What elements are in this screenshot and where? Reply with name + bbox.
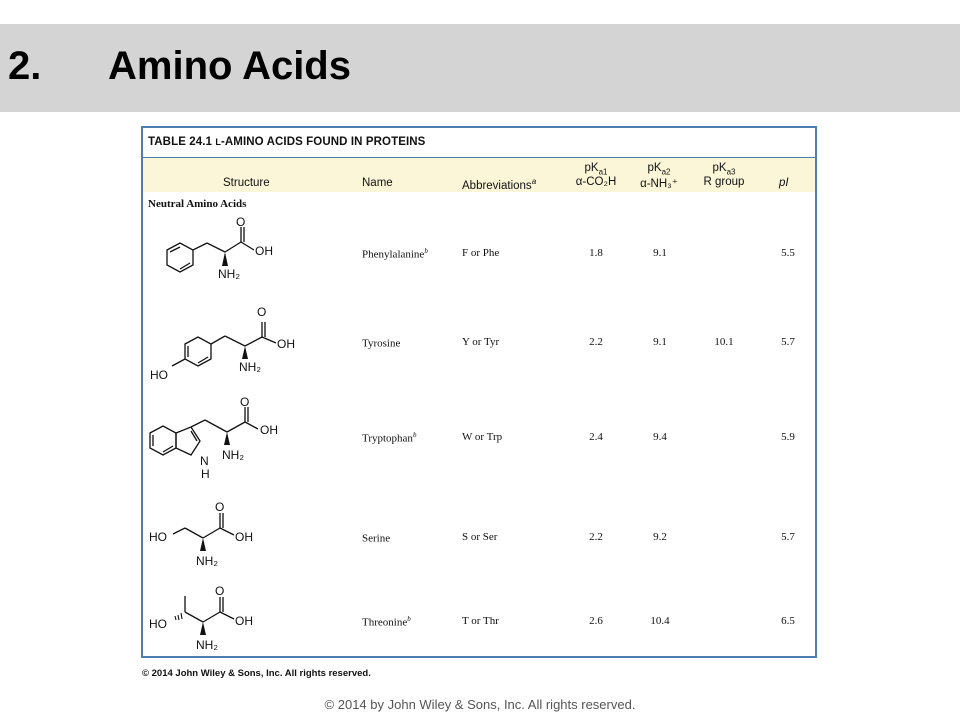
pka1-serine: 2.2 <box>589 531 603 543</box>
label-nh2: NH₂ <box>196 638 218 652</box>
label-h: H <box>201 467 210 481</box>
header-pka1-bottom: α-CO₂H <box>575 176 617 189</box>
header-pi: pI <box>779 177 789 189</box>
label-o: O <box>257 305 267 319</box>
pka2-phenylalanine: 9.1 <box>653 247 667 259</box>
table-copyright: © 2014 John Wiley & Sons, Inc. All rights reserved. <box>142 668 371 679</box>
header-pka1-top: pK <box>584 162 599 174</box>
header-abbreviations-note: a <box>531 177 537 186</box>
header-pka3 <box>699 162 749 188</box>
header-structure: Structure <box>223 177 270 189</box>
pi-serine: 5.7 <box>781 531 795 543</box>
header-pka2-sub: a2 <box>661 167 671 177</box>
header-pka1 <box>571 162 621 188</box>
table-caption <box>148 136 425 148</box>
label-oh: OH <box>260 423 278 437</box>
header-pka2 <box>634 162 684 190</box>
label-oh: OH <box>277 337 295 351</box>
label-nh2: NH₂ <box>218 267 240 281</box>
header-pka3-top: pK <box>712 162 727 174</box>
header-pka3-sub: a3 <box>726 167 736 177</box>
slide-footer: © 2014 by John Wiley & Sons, Inc. All rights reserved. <box>324 697 636 712</box>
pi-tyrosine: 5.7 <box>781 336 795 348</box>
structure-phenylalanine <box>147 214 287 290</box>
header-pka2-top: pK <box>647 162 662 174</box>
structure-tyrosine <box>145 300 325 384</box>
name-tyrosine: Tyrosine <box>362 337 401 350</box>
label-o: O <box>236 215 246 229</box>
pka2-serine: 9.2 <box>653 531 667 543</box>
abbr-tyrosine: Y or Tyr <box>462 336 500 348</box>
pka1-threonine: 2.6 <box>589 615 603 627</box>
structure-threonine <box>145 582 285 658</box>
amino-acid-table <box>141 126 817 658</box>
pi-phenylalanine: 5.5 <box>781 247 795 259</box>
header-pka2-bottom: α-NH₃⁺ <box>640 178 678 191</box>
abbr-threonine: T or Thr <box>462 615 499 627</box>
header-abbreviations-label: Abbreviations <box>462 179 532 192</box>
label-n: N <box>200 454 209 468</box>
header-name: Name <box>362 177 393 189</box>
header-pka1-sub: a1 <box>598 167 608 177</box>
pka3-tyrosine: 10.1 <box>714 336 734 348</box>
pka2-tyrosine: 9.1 <box>653 336 667 348</box>
label-o: O <box>215 500 225 514</box>
structure-serine <box>145 498 285 574</box>
label-ho: HO <box>149 530 167 544</box>
label-nh2: NH₂ <box>196 554 218 568</box>
header-abbreviations <box>462 177 536 192</box>
caption-l: L <box>215 137 221 147</box>
header-pka3-bottom: R group <box>703 176 745 189</box>
label-nh2: NH₂ <box>239 360 261 374</box>
slide-number: 2. <box>8 44 42 88</box>
pka1-phenylalanine: 1.8 <box>589 247 603 259</box>
caption-prefix: TABLE 24.1 <box>148 136 213 148</box>
pi-tryptophan: 5.9 <box>781 431 795 443</box>
slide-title: Amino Acids <box>108 44 351 88</box>
pi-threonine: 6.5 <box>781 615 795 627</box>
name-serine: Serine <box>362 532 391 545</box>
abbr-tryptophan: W or Trp <box>462 431 503 443</box>
section-neutral: Neutral Amino Acids <box>148 198 247 210</box>
table-caption-row <box>143 128 815 158</box>
label-ho: HO <box>150 368 168 382</box>
label-nh2: NH₂ <box>222 448 244 462</box>
pka1-tyrosine: 2.2 <box>589 336 603 348</box>
abbr-serine: S or Ser <box>462 531 498 543</box>
label-oh: OH <box>235 614 253 628</box>
label-o: O <box>215 584 225 598</box>
name-phenylalanine: Phenylalanine$^b$ <box>362 247 428 261</box>
pka2-tryptophan: 9.4 <box>653 431 667 443</box>
abbr-phenylalanine: F or Phe <box>462 247 500 259</box>
table-header-row <box>143 158 815 192</box>
caption-text: -AMINO ACIDS FOUND IN PROTEINS <box>220 136 426 148</box>
label-o: O <box>240 396 250 409</box>
label-oh: OH <box>255 244 273 258</box>
label-oh: OH <box>235 530 253 544</box>
pka2-threonine: 10.4 <box>650 615 670 627</box>
pka1-tryptophan: 2.4 <box>589 431 603 443</box>
name-threonine: Threonine$^b$ <box>362 615 411 629</box>
structure-tryptophan <box>145 396 325 486</box>
name-tryptophan: Tryptophan$^b$ <box>362 431 417 445</box>
label-ho: HO <box>149 617 167 631</box>
